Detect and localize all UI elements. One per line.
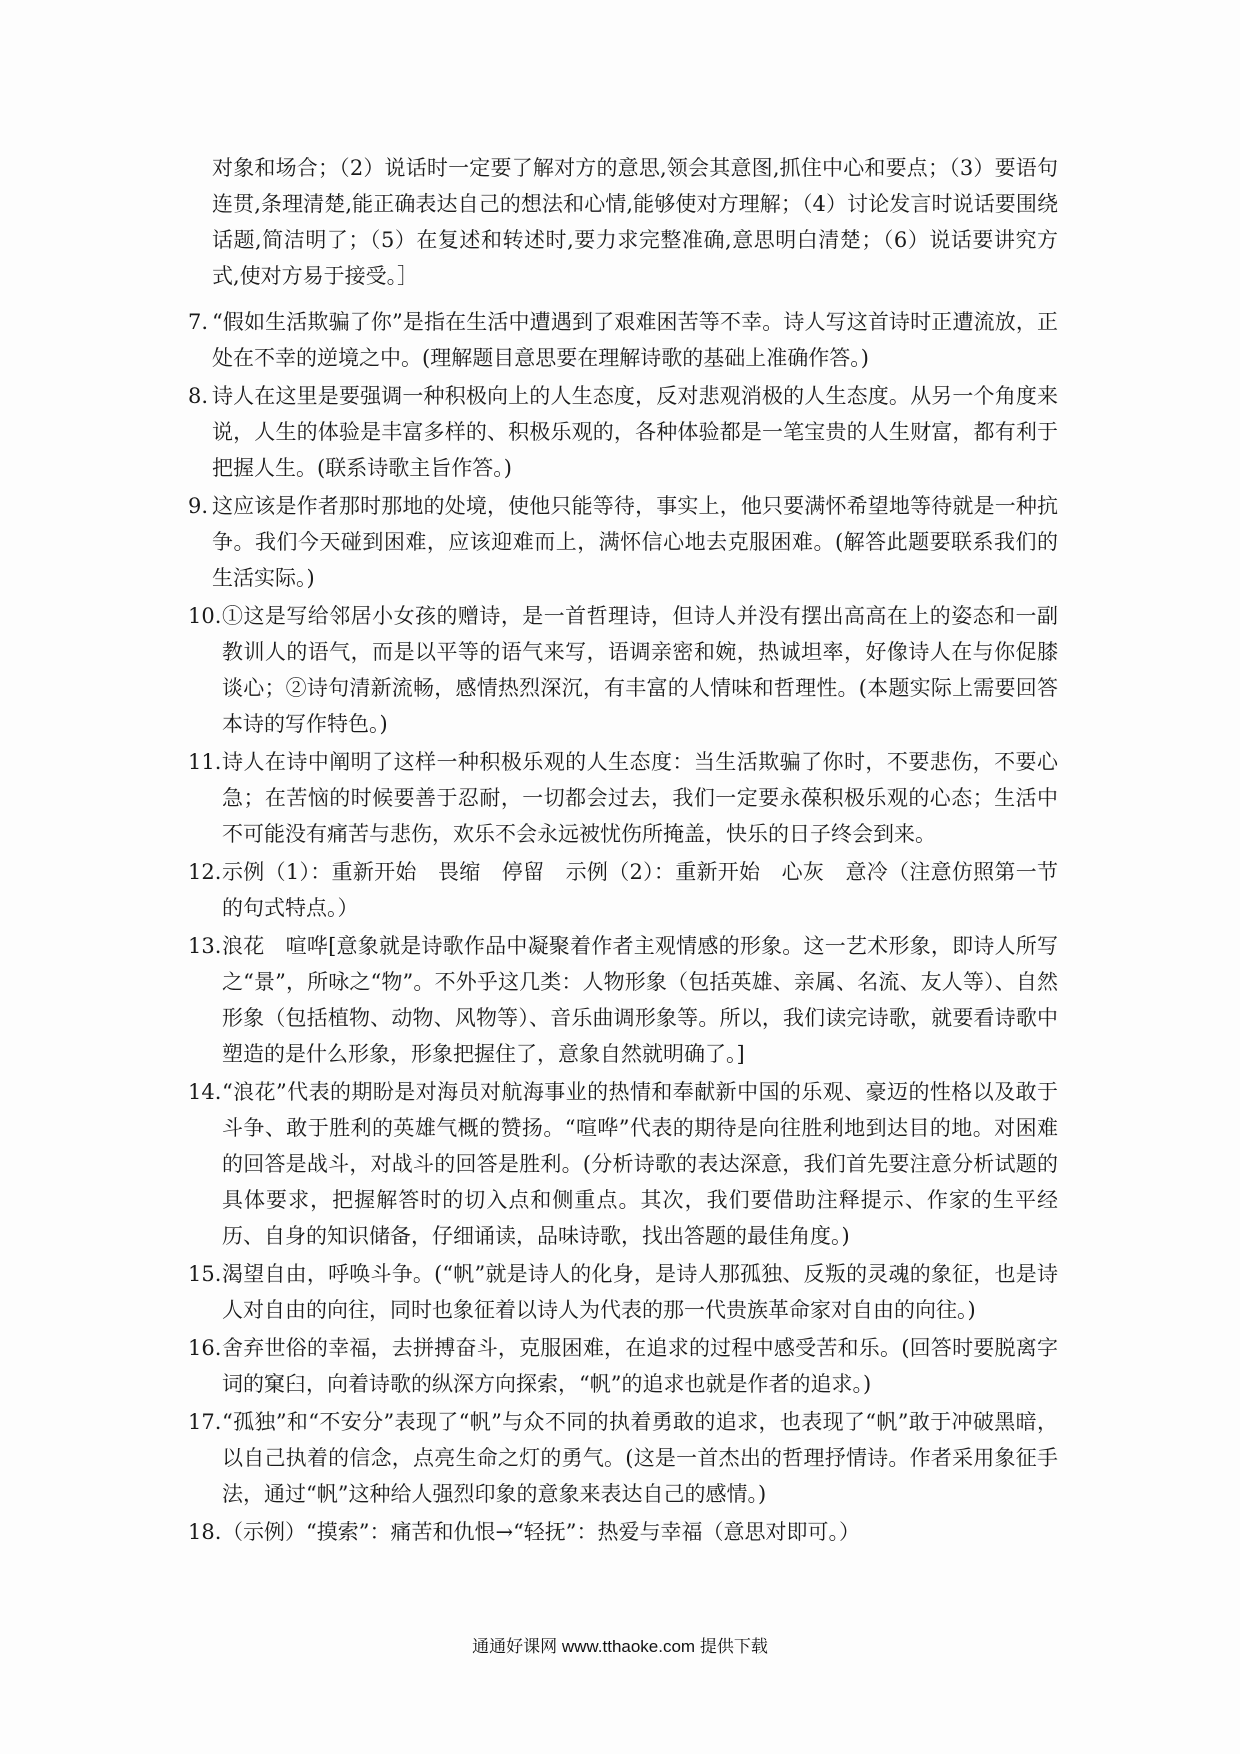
answer-number: 12. xyxy=(188,860,222,884)
answer-item-16 xyxy=(188,1330,1058,1402)
answer-text: 示例（1）：重新开始 畏缩 停留 示例（2）：重新开始 心灰 意冷（注意仿照第一节的句式特点。） xyxy=(222,860,1058,920)
answer-number: 14. xyxy=(188,1080,222,1104)
answer-text: ①这是写给邻居小女孩的赠诗，是一首哲理诗，但诗人并没有摆出高高在上的姿态和一副教训人的语气，而是以平等的语气来写，语调亲密和婉，热诚坦率，好像诗人在与你促膝谈心；②诗句清新流畅，感情热烈深沉，有丰富的人情味和哲理性。(本题实际上需要回答本诗的写作特色。) xyxy=(222,604,1058,736)
answer-item-14 xyxy=(188,1074,1058,1254)
answer-item-18 xyxy=(188,1514,1058,1550)
answer-item-8 xyxy=(188,378,1058,486)
answer-text: 浪花 喧哗[意象就是诗歌作品中凝聚着作者主观情感的形象。这一艺术形象，即诗人所写之“景”，所咏之“物”。不外乎这几类：人物形象（包括英雄、亲属、名流、友人等）、自然形象（包括植物、动物、风物等）、音乐曲调形象等。所以，我们读完诗歌，就要看诗歌中塑造的是什么形象，形象把握住了，意象自然就明确了。] xyxy=(222,934,1058,1066)
answer-text: 诗人在诗中阐明了这样一种积极乐观的人生态度：当生活欺骗了你时，不要悲伤，不要心急；在苦恼的时候要善于忍耐，一切都会过去，我们一定要永葆积极乐观的心态；生活中不可能没有痛苦与悲伤，欢乐不会永远被忧伤所掩盖，快乐的日子终会到来。 xyxy=(222,750,1058,846)
answer-content xyxy=(188,150,1058,1552)
answer-number: 9. xyxy=(188,494,209,518)
answer-number: 15. xyxy=(188,1262,222,1286)
answer-text: “孤独”和“不安分”表现了“帆”与众不同的执着勇敢的追求，也表现了“帆”敢于冲破黑暗，以自己执着的信念，点亮生命之灯的勇气。(这是一首杰出的哲理抒情诗。作者采用象征手法，通过“帆”这种给人强烈印象的意象来表达自己的感情。) xyxy=(222,1410,1058,1506)
answer-text: 这应该是作者那时那地的处境，使他只能等待，事实上，他只要满怀希望地等待就是一种抗争。我们今天碰到困难，应该迎难而上，满怀信心地去克服困难。(解答此题要联系我们的生活实际。) xyxy=(212,494,1058,590)
answer-number: 16. xyxy=(188,1336,222,1360)
answer-text: 渴望自由，呼唤斗争。(“帆”就是诗人的化身，是诗人那孤独、反叛的灵魂的象征，也是诗人对自由的向往，同时也象征着以诗人为代表的那一代贵族革命家对自由的向往。) xyxy=(222,1262,1058,1322)
answer-item-7 xyxy=(188,304,1058,376)
answer-number: 7. xyxy=(188,310,209,334)
intro-paragraph: 对象和场合；（2）说话时一定要了解对方的意思,领会其意图,抓住中心和要点；（3）要语句连贯,条理清楚,能正确表达自己的想法和心情,能够使对方理解；（4）讨论发言时说话要围绕话题,简洁明了；（5）在复述和转述时,要力求完整准确,意思明白清楚；（6）说话要讲究方式,使对方易于接受。］ xyxy=(212,156,1058,288)
answer-item-10 xyxy=(188,598,1058,742)
answer-item-9 xyxy=(188,488,1058,596)
answer-text: “浪花”代表的期盼是对海员对航海事业的热情和奉献新中国的乐观、豪迈的性格以及敢于斗争、敢于胜利的英雄气概的赞扬。“喧哗”代表的期待是向往胜利地到达目的地。对困难的回答是战斗，对战斗的回答是胜利。(分析诗歌的表达深意，我们首先要注意分析试题的具体要求，把握解答时的切入点和侧重点。其次，我们要借助注释提示、作家的生平经历、自身的知识储备，仔细诵读，品味诗歌，找出答题的最佳角度。) xyxy=(222,1080,1058,1248)
answer-item-17 xyxy=(188,1404,1058,1512)
answer-number: 10. xyxy=(188,604,222,628)
answer-item-12 xyxy=(188,854,1058,926)
answer-number: 8. xyxy=(188,384,209,408)
answer-number: 13. xyxy=(188,934,222,958)
answer-text: （示例）“摸索”：痛苦和仇恨→“轻抚”：热爱与幸福（意思对即可。） xyxy=(222,1520,861,1544)
answer-number: 18. xyxy=(188,1520,222,1544)
answer-text: “假如生活欺骗了你”是指在生活中遭遇到了艰难困苦等不幸。诗人写这首诗时正遭流放，正处在不幸的逆境之中。(理解题目意思要在理解诗歌的基础上准确作答。) xyxy=(212,310,1058,370)
footer-watermark-text: 通通好课网 www.tthaoke.com 提供下载 xyxy=(472,1637,768,1656)
answer-number: 11. xyxy=(188,750,222,774)
answer-item-13 xyxy=(188,928,1058,1072)
answer-text: 舍弃世俗的幸福，去拼搏奋斗，克服困难，在追求的过程中感受苦和乐。(回答时要脱离字词的窠臼，向着诗歌的纵深方向探索，“帆”的追求也就是作者的追求。) xyxy=(222,1336,1058,1396)
answer-number: 17. xyxy=(188,1410,222,1434)
answer-text: 诗人在这里是要强调一种积极向上的人生态度，反对悲观消极的人生态度。从另一个角度来说，人生的体验是丰富多样的、积极乐观的，各种体验都是一笔宝贵的人生财富，都有利于把握人生。(联系诗歌主旨作答。) xyxy=(212,384,1058,480)
answer-item-11 xyxy=(188,744,1058,852)
answer-item-15 xyxy=(188,1256,1058,1328)
